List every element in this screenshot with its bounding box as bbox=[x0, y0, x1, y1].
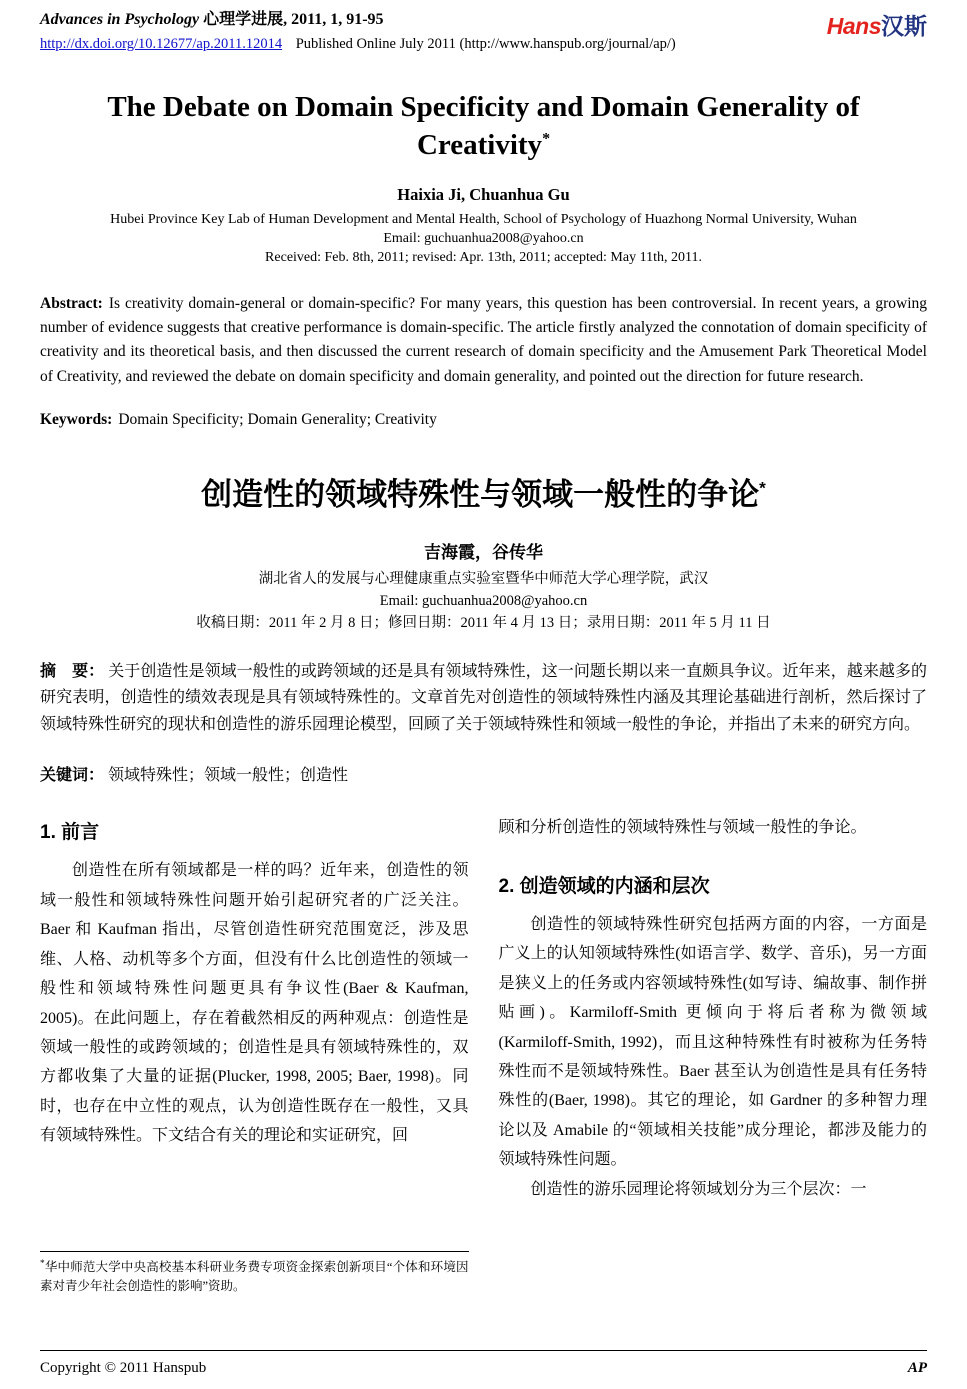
paper-title-cn bbox=[40, 469, 927, 514]
published-info: Published Online July 2011 (http://www.hanspub.org/journal/ap/) bbox=[295, 36, 676, 53]
paper-title-en bbox=[104, 89, 864, 164]
footnote-text bbox=[40, 1257, 469, 1296]
keywords-label: Keywords: bbox=[40, 411, 113, 429]
abstract-text: Is creativity domain-general or domain-specific? For many years, this question has been controversial. In recent years, a growing number of evidence suggests that creative performance is domain-specific. The article firstly analyzed the connotation of domain specificity of creativity and its theoretical basis, and then discussed the current research of domain specificity and the Amusement Park Theoretical Model of Creativity, and reviewed the debate on domain specificity and domain generality, and pointed out the direction for future research. bbox=[40, 294, 927, 385]
section-1-paragraph: 创造性在所有领域都是一样的吗？近年来，创造性的领域一般性和领域特殊性问题开始引起研究者的广泛关注。Baer 和 Kaufman 指出，尽管创造性研究范围宽泛，涉及思维、人格、动机等多个方面，但没有什么比创造性的领域一般性和领域特殊性问题更具有争议性(Baer & Kaufman, 2005)。在此问题上，存在着截然相反的两种观点：创造性是领域一般性的或跨领域的；创造性是具有领域特殊性的，双方都收集了大量的证据(Plucker, 1998, 2005; Baer, 1998)。同时，也存在中立性的观点，认为创造性既存在一般性，又具有领域特殊性。下文结合有关的理论和实证研究，回 bbox=[40, 862, 469, 1145]
email-en: Email: guchuanhua2008@yahoo.cn bbox=[383, 230, 584, 246]
title-footnote-marker: * bbox=[542, 130, 551, 148]
section-2-paragraph-2: 创造性的游乐园理论将领域划分为三个层次：一 bbox=[530, 1180, 867, 1198]
authors-en: Haixia Ji, Chuanhua Gu bbox=[397, 184, 570, 204]
affiliation-en: Hubei Province Key Lab of Human Development and Mental Health, School of Psychology of Huazhong Normal University, Wuhan bbox=[110, 211, 857, 227]
keywords-en bbox=[40, 411, 927, 429]
paper-title-cn-text: 创造性的领域特殊性与领域一般性的争论 bbox=[201, 477, 760, 513]
right-column bbox=[499, 813, 928, 1295]
section-2-paragraph-1: 创造性的领域特殊性研究包括两方面的内容，一方面是广义上的认知领域特殊性(如语言学、数学、音乐)，另一方面是狭义上的任务或内容领域特殊性(如写诗、编故事、制作拼贴画)。Karmiloff-Smith 更倾向于将后者称为微领域(Karmiloff-Smith, 1992)，而且这种特殊性有时被称为任务特殊性而不是领域特殊性。Baer 甚至认为创造性是具有任务特殊性的(Baer, 1998)。其它的理论，如 Gardner 的多种智力理论以及 Amabile 的“领域相关技能”成分理论，都涉及能力的领域特殊性问题。 bbox=[498, 915, 927, 1169]
hans-logo-latin: Hans bbox=[826, 13, 881, 39]
keywords-cn bbox=[40, 762, 927, 785]
abstract-label: Abstract: bbox=[40, 294, 103, 312]
journal-header-left bbox=[40, 8, 676, 55]
abstract-cn-label: 摘 要： bbox=[40, 662, 105, 680]
abstract-cn-text: 关于创造性是领域一般性的或跨领域的还是具有领域特殊性，这一问题长期以来一直颇具争议。近年来，越来越多的研究表明，创造性的绩效表现是具有领域特殊性的。文章首先对创造性的领域特殊性内涵及其理论基础进行剖析，然后探讨了领域特殊性研究的现状和创造性的游乐园理论模型，回顾了关于领域特殊性和领域一般性的争论，并指出了未来的研究方向。 bbox=[40, 662, 927, 733]
keywords-cn-text: 领域特殊性；领域一般性；创造性 bbox=[108, 767, 349, 785]
journal-title-line bbox=[40, 8, 676, 31]
received-dates-cn: 收稿日期：2011 年 2 月 8 日；修回日期：2011 年 4 月 13 日；录用日期：2011 年 5 月 11 日 bbox=[196, 614, 771, 631]
footnote-rule bbox=[40, 1251, 469, 1252]
copyright-text: Copyright © 2011 Hanspub bbox=[40, 1360, 207, 1376]
abstract-cn bbox=[40, 659, 927, 739]
email-cn: Email: guchuanhua2008@yahoo.cn bbox=[379, 593, 588, 610]
affiliation-cn: 湖北省人的发展与心理健康重点实验室暨华中师范大学心理学院，武汉 bbox=[258, 571, 709, 588]
journal-header bbox=[40, 8, 927, 55]
keywords-text: Domain Specificity; Domain Generality; Creativity bbox=[118, 411, 437, 429]
received-dates-en: Received: Feb. 8th, 2011; revised: Apr. 13th, 2011; accepted: May 11th, 2011. bbox=[265, 250, 702, 266]
title-cn-footnote-marker: * bbox=[759, 479, 766, 499]
section-1-heading: 1. 前言 bbox=[40, 822, 100, 844]
hans-logo-chinese: 汉斯 bbox=[881, 13, 927, 39]
left-column bbox=[40, 813, 469, 1295]
section-2-heading: 2. 创造领域的内涵和层次 bbox=[498, 875, 710, 897]
footnote-body: 华中师范大学中央高校基本科研业务费专项资金探索创新项目“个体和环境因素对青少年社会创造性的影响”资助。 bbox=[40, 1259, 469, 1293]
journal-doi-line bbox=[40, 34, 676, 55]
abstract-en bbox=[40, 292, 927, 390]
journal-issue-info: 心理学进展, 2011, 1, 91-95 bbox=[203, 11, 384, 28]
footnote-area bbox=[40, 1251, 469, 1296]
section-1-paragraph-continued: 顾和分析创造性的领域特殊性与领域一般性的争论。 bbox=[498, 819, 867, 837]
journal-title: Advances in Psychology bbox=[40, 11, 200, 28]
body-columns bbox=[40, 813, 927, 1295]
authors-cn: 吉海霞，谷传华 bbox=[424, 543, 543, 563]
page-footer bbox=[40, 1350, 927, 1377]
hans-logo bbox=[827, 8, 927, 41]
journal-page-marker: AP bbox=[907, 1360, 927, 1376]
doi-link[interactable]: http://dx.doi.org/10.12677/ap.2011.12014 bbox=[40, 36, 283, 53]
footnote-marker: * bbox=[40, 1258, 45, 1269]
paper-title-en-text: The Debate on Domain Specificity and Domain Generality of Creativity bbox=[107, 91, 860, 161]
keywords-cn-label: 关键词： bbox=[40, 767, 105, 785]
